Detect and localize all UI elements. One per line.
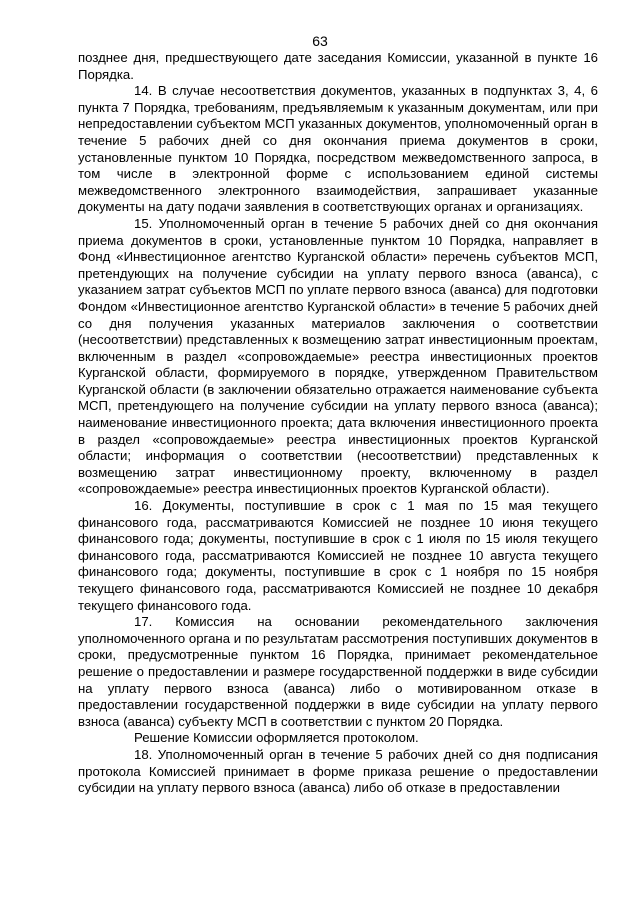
paragraph-15: 15. Уполномоченный орган в течение 5 рабочих дней со дня окончания приема документов в сроки, установленные пунктом 10 Порядка, направляет в Фонд «Инвестиционное агентство Курганской области» перечень субъектов МСП, претендующих на получение субсидии на уплату первого взноса (аванса), с указанием затрат субъектов МСП по уплате первого взноса (аванса) для подготовки Фондом «Инвестиционное агентство Курганской области» в течение 5 рабочих дней со дня получения указанных материалов заключения о соответствии (несоответствии) представленных к возмещению затрат инвестиционным проектам, включенным в раздел «сопровождаемые» реестра инвестиционных проектов Курганской области, формируемого в порядке, утвержденном Правительством Курганской области (в заключении обязательно отражается наименование субъекта МСП, претендующего на получение субсидии на уплату первого взноса (аванса); наименование инвестиционного проекта; дата включения инвестиционного проекта в раздел «сопровождаемые» реестра инвестиционных проектов Курганской области; информация о соответствии (несоответствии) представленных к возмещению затрат инвестиционному проекту, включенному в раздел «сопровождаемые» реестра инвестиционных проектов Курганской области). (78, 215, 598, 497)
paragraph-18: 18. Уполномоченный орган в течение 5 рабочих дней со дня подписания протокола Комиссией принимает в форме приказа решение о предоставлении субсидии на уплату первого взноса (аванса) либо об отказе в предоставлении (78, 746, 598, 796)
paragraph-16: 16. Документы, поступившие в срок с 1 мая по 15 мая текущего финансового года, рассматриваются Комиссией не позднее 10 июня текущего финансового года; документы, поступившие в срок с 1 июля по 15 июля текущего финансового года, рассматриваются Комиссией не позднее 10 августа текущего финансового года; документы, поступившие в срок с 1 ноября по 15 ноября текущего финансового года, рассматриваются Комиссией не позднее 10 декабря текущего финансового года. (78, 498, 598, 613)
paragraph-continuation: позднее дня, предшествующего дате заседания Комиссии, указанной в пункте 16 Порядка. (78, 50, 598, 82)
paragraph-17-protocol: Решение Комиссии оформляется протоколом. (134, 730, 419, 746)
paragraph-14: 14. В случае несоответствия документов, указанных в подпунктах 3, 4, 6 пункта 7 Порядка, требованиям, предъявляемым к указанным документам, или при непредоставлении субъектом МСП указанных документов, уполномоченный орган в течение 5 рабочих дней со дня окончания приема документов в сроки, установленные пунктом 10 Порядка, посредством межведомственного запроса, в том числе в электронной форме с использованием единой системы межведомственного электронного взаимодействия, запрашивает указанные документы на дату подачи заявления в соответствующих органах и организациях. (78, 83, 598, 215)
paragraph-17: 17. Комиссия на основании рекомендательного заключения уполномоченного органа и по результатам рассмотрения поступивших документов в сроки, предусмотренные пунктом 16 Порядка, принимает рекомендательное решение о предоставлении и размере государственной поддержки в виде субсидии на уплату первого взноса (аванса) либо о мотивированном отказе в предоставлении государственной поддержки в виде субсидии на уплату первого взноса (аванса) субъекту МСП в соответствии с пунктом 20 Порядка. (78, 614, 598, 729)
page-number: 63 (312, 33, 328, 49)
document-body (78, 50, 598, 797)
